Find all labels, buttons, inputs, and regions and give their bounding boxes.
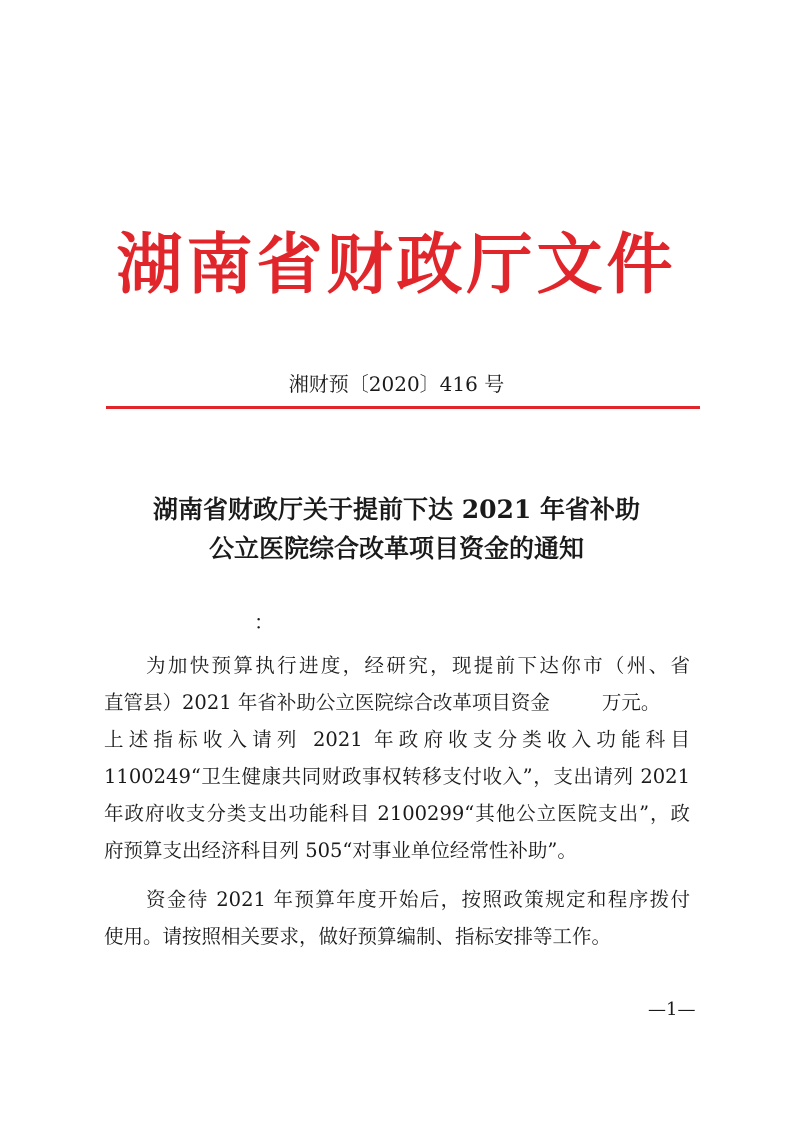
masthead-title: 湖南省财政厅文件 <box>116 225 677 303</box>
paragraph-1-line-2-unit: 万元。 <box>601 691 661 714</box>
paragraph-1-line-6: 府预算支出经济科目列 505“对事业单位经常性补助”。 <box>104 839 577 862</box>
paragraph-2-line-1: 资金待 2021 年预算年度开始后，按照政策规定和程序拨付 <box>146 888 690 911</box>
paragraph-2-line-2: 使用。请按照相关要求，做好预算编制、指标安排等工作。 <box>104 925 612 948</box>
paragraph-1-line-4: 1100249“卫生健康共同财政事权转移支付收入”，支出请列 2021 <box>104 765 690 788</box>
paragraph-1-line-3: 上述指标收入请列 2021 年政府收支分类收入功能科目 <box>104 728 690 751</box>
paragraph-1-line-2 <box>104 689 690 717</box>
paragraph-1-line-5: 年政府收支分类支出功能科目 2100299“其他公立医院支出”，政 <box>104 802 690 825</box>
paragraph-1-line-1: 为加快预算执行进度，经研究，现提前下达你市（州、省 <box>146 654 690 677</box>
paragraph-1-line-2-text: 直管县）2021 年省补助公立医院综合改革项目资金 <box>104 691 550 714</box>
salutation: ： <box>254 610 274 634</box>
notice-title-line-2: 公立医院综合改革项目资金的通知 <box>208 534 584 563</box>
page-number: —1— <box>648 999 696 1020</box>
red-divider-rule <box>106 406 700 409</box>
document-number: 湘财预〔2020〕416 号 <box>288 372 505 396</box>
notice-title-line-1: 湖南省财政厅关于提前下达 2021 年省补助 <box>153 495 640 524</box>
